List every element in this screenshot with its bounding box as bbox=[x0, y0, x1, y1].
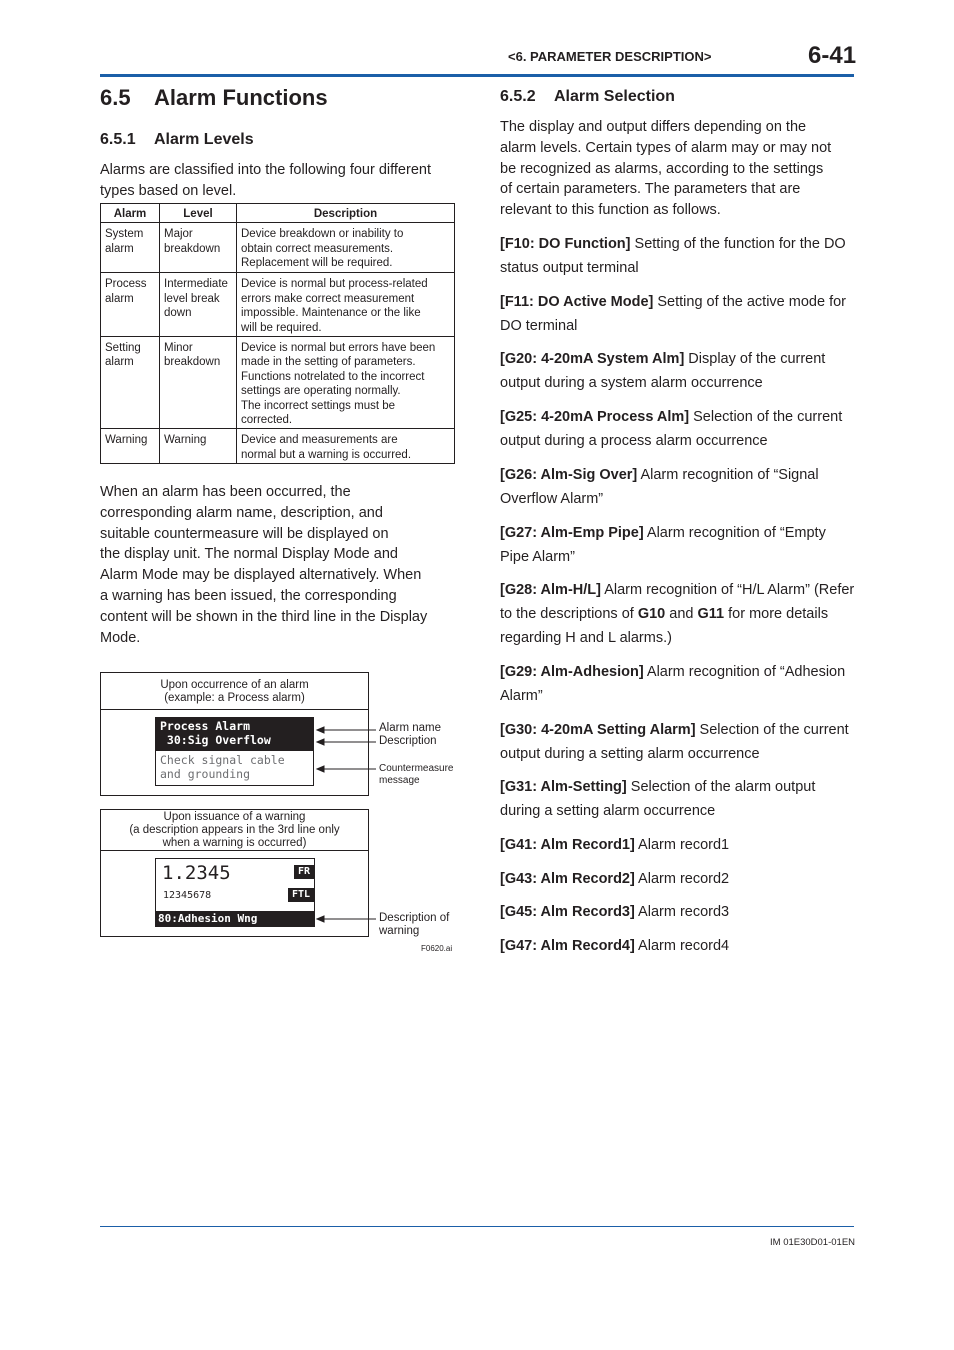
text-line: alarm levels. Certain types of alarm may or may not bbox=[500, 139, 832, 156]
text-line: of certain parameters. The parameters that are bbox=[500, 181, 801, 198]
footer-rule bbox=[100, 1226, 854, 1227]
column-header-description: Description bbox=[237, 204, 455, 223]
caption-line: (example: a Process alarm) bbox=[164, 692, 305, 704]
warning-callout-arrow bbox=[310, 910, 380, 930]
lcd-tag-ftl: FTL bbox=[288, 888, 314, 902]
cell-alarm: Warning bbox=[101, 429, 160, 464]
param-code: [G43: Alm Record2] bbox=[500, 871, 635, 887]
param-reference: G11 bbox=[697, 606, 725, 622]
param-item bbox=[500, 232, 856, 280]
alarm-levels-intro bbox=[100, 160, 460, 202]
caption-line: Upon issuance of a warning bbox=[163, 811, 306, 823]
text-line: content will be shown in the third line in the Display bbox=[100, 608, 428, 625]
running-header: <6. PARAMETER DESCRIPTION> bbox=[508, 49, 712, 64]
param-item bbox=[500, 347, 856, 395]
section-title bbox=[100, 85, 328, 111]
callout-alarm-name: Alarm name bbox=[379, 722, 441, 734]
param-text: Selection of the current output during a setting alarm occurrence bbox=[500, 722, 849, 762]
warning-lcd-line3: 80:Adhesion Wng bbox=[156, 911, 314, 926]
column-header-alarm: Alarm bbox=[101, 204, 160, 223]
table-row bbox=[101, 223, 455, 273]
warning-lcd-total: 12345678 bbox=[163, 890, 212, 901]
cell-level: Minor breakdown bbox=[160, 337, 237, 429]
cell-level: Intermediate level break down bbox=[160, 273, 237, 337]
text-line: corresponding alarm name, description, and bbox=[100, 504, 383, 521]
param-code: [G41: Alm Record1] bbox=[500, 837, 635, 853]
cell-level: Warning bbox=[160, 429, 237, 464]
section-title-text: Alarm Functions bbox=[154, 85, 328, 110]
warning-lcd-value: 1.2345 bbox=[162, 862, 231, 884]
param-item bbox=[500, 718, 856, 766]
param-code: [G28: Alm-H/L] bbox=[500, 582, 601, 598]
param-code: [F10: DO Function] bbox=[500, 236, 631, 252]
param-code: [F11: DO Active Mode] bbox=[500, 294, 654, 310]
cell-level: Major breakdown bbox=[160, 223, 237, 273]
alarm-lcd-screen bbox=[155, 717, 314, 750]
alarm-levels-table bbox=[100, 203, 455, 464]
alarm-callout-arrows bbox=[310, 720, 380, 780]
text-line: a warning has been issued, the corresponding bbox=[100, 587, 397, 604]
cell-alarm: System alarm bbox=[101, 223, 160, 273]
param-code: [G45: Alm Record3] bbox=[500, 904, 635, 920]
param-text: Alarm record4 bbox=[634, 938, 730, 954]
section-number: 6.5 bbox=[100, 85, 131, 110]
alarm-levels-body bbox=[100, 482, 460, 648]
subsection-title-alarm-selection bbox=[500, 88, 675, 106]
param-item bbox=[500, 660, 856, 708]
text-line: Alarms are classified into the following four different bbox=[100, 162, 431, 178]
callout-countermeasure: Countermeasure message bbox=[379, 763, 454, 786]
warning-figure-caption-box bbox=[100, 809, 369, 851]
cell-description: Device and measurements are normal but a warning is occurred. bbox=[237, 429, 455, 464]
param-text: Alarm recognition of “Signal Overflow Alarm” bbox=[500, 467, 819, 507]
param-text: Alarm record1 bbox=[634, 837, 730, 853]
alarm-name-line: Process Alarm bbox=[160, 719, 251, 733]
param-item bbox=[500, 934, 856, 958]
param-text: Setting of the function for the DO status output terminal bbox=[500, 236, 846, 276]
lcd-tag-fr: FR bbox=[294, 865, 314, 879]
subsection-number: 6.5.2 bbox=[500, 88, 536, 105]
cell-description: Device is normal but process-related errors make correct measurement impossible. Maintenance or the like will be required. bbox=[237, 273, 455, 337]
param-item bbox=[500, 578, 856, 650]
param-text: Display of the current output during a system alarm occurrence bbox=[500, 351, 826, 391]
cell-alarm: Setting alarm bbox=[101, 337, 160, 429]
param-code: [G47: Alm Record4] bbox=[500, 938, 635, 954]
param-item bbox=[500, 900, 856, 924]
param-text: Setting of the active mode for DO terminal bbox=[500, 294, 846, 334]
param-item bbox=[500, 463, 856, 511]
figure-id: F0620.ai bbox=[421, 944, 453, 953]
text-line: Mode. bbox=[100, 629, 141, 646]
subsection-title-text: Alarm Selection bbox=[554, 88, 675, 105]
param-text: Alarm record2 bbox=[634, 871, 730, 887]
param-text: Selection of the alarm output during a setting alarm occurrence bbox=[500, 779, 816, 819]
param-reference: G10 bbox=[637, 606, 666, 622]
header-rule bbox=[100, 74, 854, 77]
param-text: for more details regarding H and L alarms.) bbox=[500, 606, 829, 646]
caption-line: (a description appears in the 3rd line only bbox=[129, 824, 340, 836]
table-row bbox=[101, 337, 455, 429]
countermeasure-line: and grounding bbox=[160, 766, 251, 781]
table-header-row bbox=[101, 204, 455, 223]
param-text: Alarm recognition of “Empty Pipe Alarm” bbox=[500, 525, 826, 565]
param-item bbox=[500, 867, 856, 891]
countermeasure-line: Check signal cable bbox=[160, 753, 285, 767]
param-item bbox=[500, 775, 856, 823]
text-line: types based on level. bbox=[100, 182, 237, 199]
table-row bbox=[101, 273, 455, 337]
param-text: Alarm recognition of “H/L Alarm” (Refer to the descriptions of bbox=[500, 582, 855, 622]
cell-description: Device breakdown or inability to obtain correct measurements. Replacement will be required. bbox=[237, 223, 455, 273]
param-code: [G20: 4-20mA System Alm] bbox=[500, 351, 685, 367]
param-item bbox=[500, 833, 856, 857]
callout-warning: Description of warning bbox=[379, 912, 450, 937]
alarm-selection-intro bbox=[500, 117, 856, 221]
caption-line: when a warning is occurred) bbox=[162, 837, 307, 849]
column-header-level: Level bbox=[160, 204, 237, 223]
text-line: be recognized as alarms, according to the settings bbox=[500, 160, 824, 177]
param-item bbox=[500, 405, 856, 453]
text-line: When an alarm has been occurred, the bbox=[100, 484, 351, 500]
param-text: Alarm record3 bbox=[634, 904, 730, 920]
param-text: Alarm recognition of “Adhesion Alarm” bbox=[500, 664, 846, 704]
param-text: Selection of the current output during a process alarm occurrence bbox=[500, 409, 843, 449]
cell-description: Device is normal but errors have been made in the setting of parameters. Functions notrelated to the incorrect settings are operating normally. The incorrect settings must be corrected. bbox=[237, 337, 455, 429]
text-line: Alarm Mode may be displayed alternatively. When bbox=[100, 567, 422, 584]
param-code: [G25: 4-20mA Process Alm] bbox=[500, 409, 690, 425]
alarm-figure-caption-box bbox=[100, 672, 369, 710]
param-text: and bbox=[665, 606, 698, 622]
param-code: [G31: Alm-Setting] bbox=[500, 779, 627, 795]
caption-line: Upon occurrence of an alarm bbox=[160, 679, 309, 691]
subsection-number: 6.5.1 bbox=[100, 131, 136, 148]
text-line: suitable countermeasure will be displayed on bbox=[100, 525, 389, 542]
param-item bbox=[500, 521, 856, 569]
text-line: the display unit. The normal Display Mode and bbox=[100, 546, 398, 563]
param-code: [G26: Alm-Sig Over] bbox=[500, 467, 638, 483]
countermeasure-lcd bbox=[155, 750, 314, 786]
param-code: [G29: Alm-Adhesion] bbox=[500, 664, 644, 680]
cell-alarm: Process alarm bbox=[101, 273, 160, 337]
param-code: [G27: Alm-Emp Pipe] bbox=[500, 525, 644, 541]
callout-description: Description bbox=[379, 735, 437, 747]
subsection-title-text: Alarm Levels bbox=[154, 131, 254, 148]
param-item bbox=[500, 290, 856, 338]
page-number: 6-41 bbox=[808, 42, 857, 69]
document-id: IM 01E30D01-01EN bbox=[770, 1237, 856, 1248]
alarm-description-line: 30:Sig Overflow bbox=[160, 732, 271, 747]
subsection-title-alarm-levels bbox=[100, 131, 254, 149]
table-row bbox=[101, 429, 455, 464]
text-line: The display and output differs depending on the bbox=[500, 119, 807, 135]
text-line: relevant to this function as follows. bbox=[500, 202, 721, 219]
param-code: [G30: 4-20mA Setting Alarm] bbox=[500, 722, 696, 738]
